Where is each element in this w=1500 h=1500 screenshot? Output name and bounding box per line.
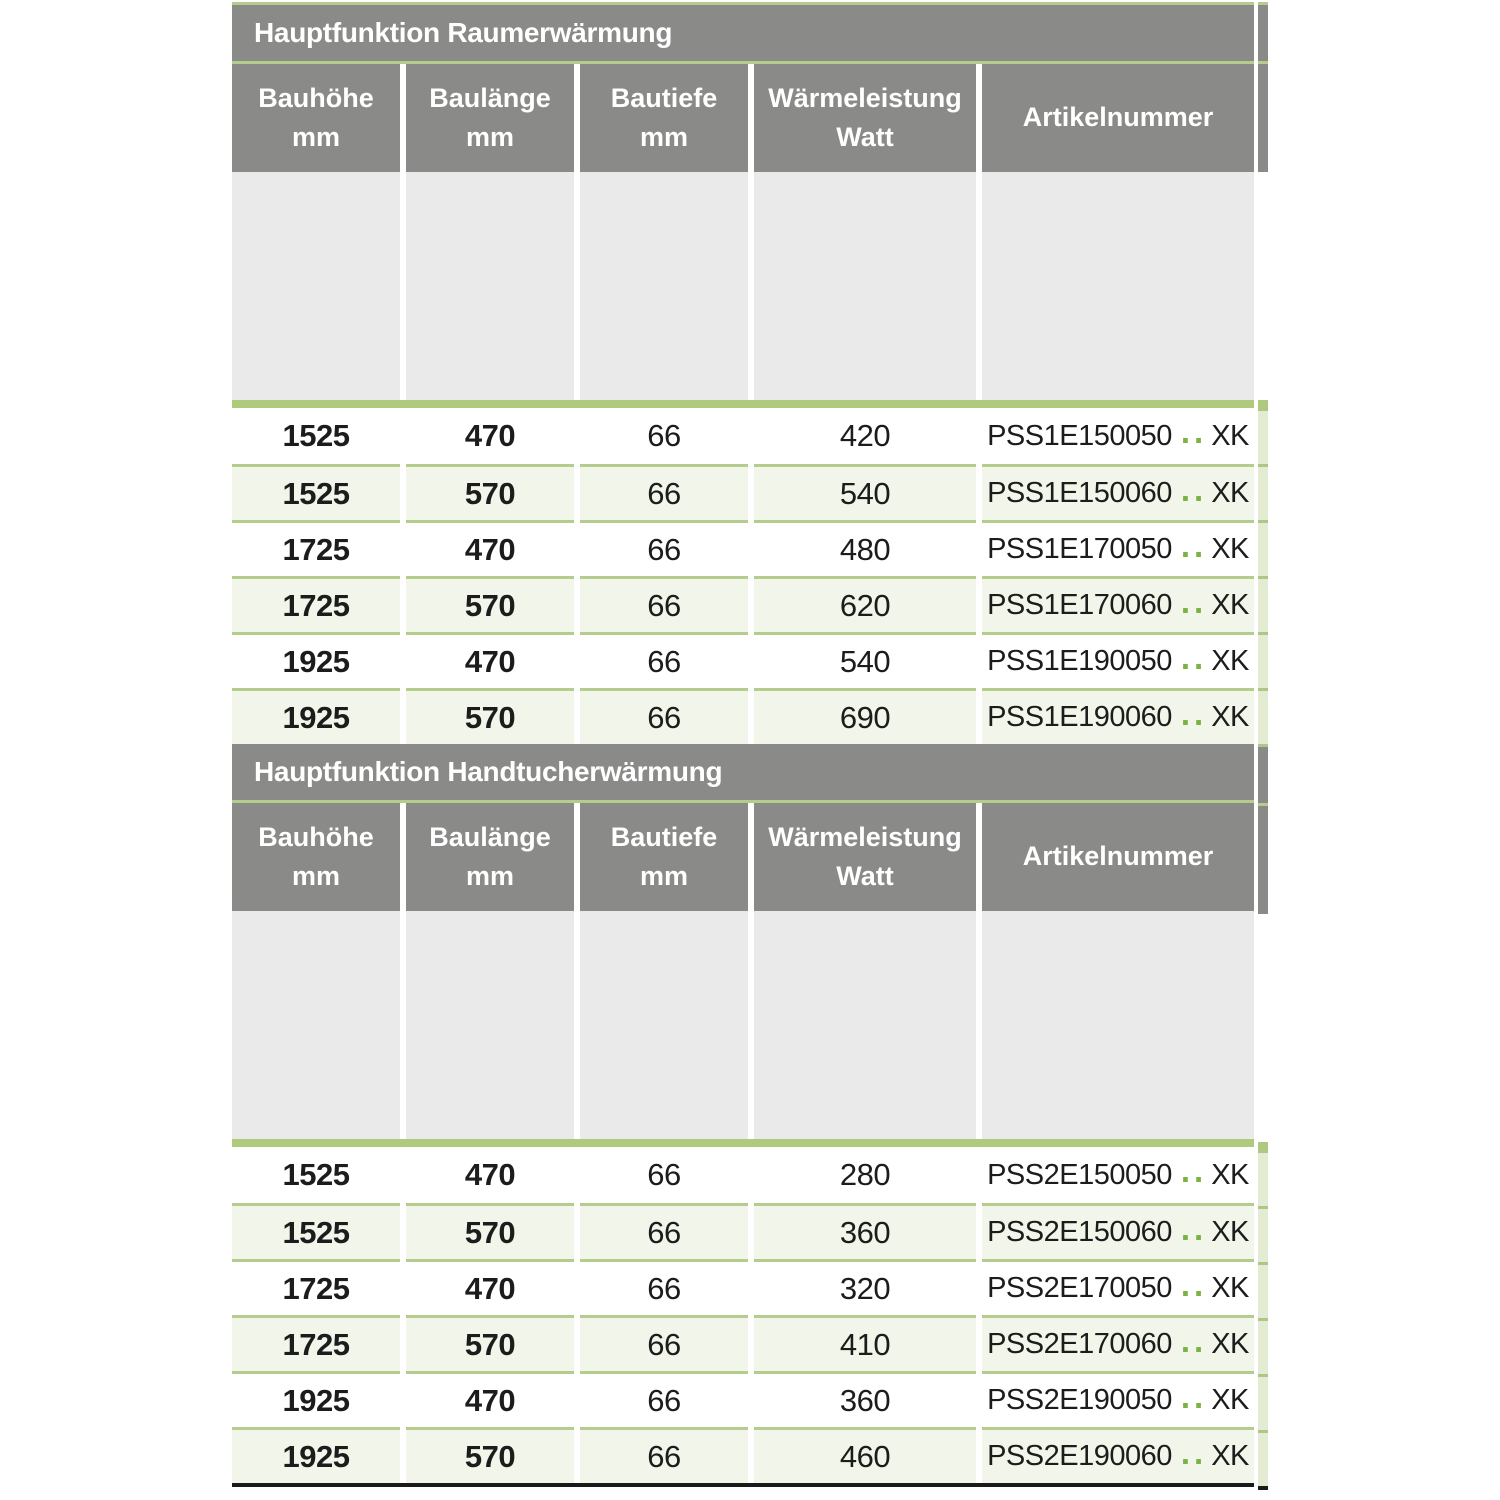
artikelnummer-prefix: PSS2E170060: [987, 1328, 1172, 1360]
artikelnummer-prefix: PSS1E150060: [987, 477, 1172, 509]
table-handtucherwaermung: [232, 744, 1254, 1487]
waermeleistung-value: 460: [754, 1427, 976, 1483]
artikelnummer-prefix: PSS1E190050: [987, 645, 1172, 677]
placeholder-cell: [232, 911, 400, 1139]
bautiefe-value: 66: [580, 1147, 748, 1203]
artikelnummer-value: PSS2E190050 .. XK: [982, 1371, 1254, 1427]
baulaenge-value: 570: [406, 1203, 574, 1259]
baulaenge-value: 470: [406, 1147, 574, 1203]
artikelnummer-value: PSS1E190050 .. XK: [982, 632, 1254, 688]
bauhoehe-value: 1925: [232, 688, 400, 744]
placeholder-cell: [580, 911, 748, 1139]
column-header-waermeleistung: [754, 803, 976, 911]
bauhoehe-value: 1525: [232, 408, 400, 464]
baulaenge-value: 570: [406, 464, 574, 520]
artikelnummer-prefix: PSS2E150060: [987, 1216, 1172, 1248]
bauhoehe-value: 1925: [232, 632, 400, 688]
bauhoehe-value: 1725: [232, 1259, 400, 1315]
waermeleistung-value: 690: [754, 688, 976, 744]
bautiefe-value: 66: [580, 1371, 748, 1427]
column-header-baulaenge: [406, 803, 574, 911]
waermeleistung-value: 420: [754, 408, 976, 464]
artikelnummer-suffix: XK: [1211, 477, 1249, 509]
artikelnummer-prefix: PSS1E190060: [987, 701, 1172, 733]
bauhoehe-value: 1725: [232, 520, 400, 576]
sliver-segment: [1258, 5, 1268, 61]
artikelnummer-value: PSS1E170050 .. XK: [982, 520, 1254, 576]
artikelnummer-prefix: PSS2E190050: [987, 1384, 1172, 1416]
artikelnummer-prefix: PSS2E190060: [987, 1440, 1172, 1472]
waermeleistung-value: 620: [754, 576, 976, 632]
table-body-top-bar: [232, 400, 1254, 408]
artikelnummer-prefix: PSS2E150050: [987, 1158, 1172, 1191]
artikelnummer-suffix: XK: [1211, 1272, 1249, 1304]
artikelnummer-value: PSS1E170060 .. XK: [982, 576, 1254, 632]
placeholder-cell: [982, 911, 1254, 1139]
artikelnummer-suffix: XK: [1211, 589, 1249, 621]
column-label: Artikelnummer: [1022, 841, 1214, 872]
baulaenge-value: 570: [406, 1315, 574, 1371]
baulaenge-value: 470: [406, 408, 574, 464]
spec-row: [232, 1147, 1254, 1203]
column-label: Bauhöhe: [258, 82, 374, 113]
bautiefe-value: 66: [580, 408, 748, 464]
column-unit: mm: [291, 861, 340, 891]
column-unit: mm: [639, 122, 688, 152]
baulaenge-value: 570: [406, 1427, 574, 1483]
waermeleistung-value: 480: [754, 520, 976, 576]
sliver-segment: [1258, 747, 1268, 803]
waermeleistung-value: 540: [754, 464, 976, 520]
artikelnummer-suffix: XK: [1211, 645, 1249, 677]
bautiefe-value: 66: [580, 576, 748, 632]
table-body: [232, 1147, 1254, 1483]
placeholder-cell: [982, 172, 1254, 400]
artikelnummer-suffix: XK: [1211, 1384, 1249, 1416]
column-label: Baulänge: [429, 82, 551, 113]
waermeleistung-value: 320: [754, 1259, 976, 1315]
column-label: Wärmeleistung: [768, 82, 962, 113]
placeholder-cell: [406, 172, 574, 400]
bauhoehe-value: 1725: [232, 576, 400, 632]
placeholder-cell: [406, 911, 574, 1139]
baulaenge-value: 470: [406, 1259, 574, 1315]
header-row: [232, 64, 1254, 172]
column-unit: Watt: [836, 122, 894, 152]
sliver-segment: [1258, 1142, 1268, 1150]
spec-tables: [232, 2, 1254, 1487]
spec-row: [232, 1315, 1254, 1371]
bauhoehe-value: 1725: [232, 1315, 400, 1371]
placeholder-cell: [580, 172, 748, 400]
sliver-segment: [1258, 172, 1268, 400]
baulaenge-value: 470: [406, 632, 574, 688]
bautiefe-value: 66: [580, 632, 748, 688]
placeholder-cell: [232, 172, 400, 400]
spec-row: [232, 1203, 1254, 1259]
section-title: Hauptfunktion Raumerwärmung: [254, 17, 673, 48]
bauhoehe-value: 1925: [232, 1427, 400, 1483]
column-unit: mm: [291, 122, 340, 152]
section-title-bar: [232, 744, 1254, 800]
artikelnummer-value: PSS1E190060 .. XK: [982, 688, 1254, 744]
cropped-adjacent-column: [1258, 0, 1268, 1490]
column-label: Wärmeleistung: [768, 821, 962, 852]
column-unit: mm: [639, 861, 688, 891]
artikelnummer-suffix: XK: [1211, 701, 1249, 733]
sliver-segment: [1258, 1150, 1268, 1486]
waermeleistung-value: 410: [754, 1315, 976, 1371]
column-label: Baulänge: [429, 821, 551, 852]
placeholder-row: [232, 172, 1254, 400]
waermeleistung-value: 280: [754, 1147, 976, 1203]
placeholder-cell: [754, 172, 976, 400]
bautiefe-value: 66: [580, 688, 748, 744]
spec-row: [232, 1259, 1254, 1315]
artikelnummer-prefix: PSS1E170050: [987, 533, 1172, 565]
artikelnummer-suffix: XK: [1211, 1440, 1249, 1472]
column-label: Artikelnummer: [1022, 102, 1214, 133]
sliver-segment: [1258, 408, 1268, 747]
sliver-segment: [1258, 1486, 1268, 1490]
baulaenge-value: 570: [406, 576, 574, 632]
spec-row: [232, 1427, 1254, 1483]
column-header-bautiefe: [580, 64, 748, 172]
column-header-baulaenge: [406, 64, 574, 172]
spec-row: [232, 1371, 1254, 1427]
baulaenge-value: 570: [406, 688, 574, 744]
column-header-artikelnummer: [982, 64, 1254, 172]
artikelnummer-value: PSS2E150060 .. XK: [982, 1203, 1254, 1259]
bautiefe-value: 66: [580, 464, 748, 520]
column-header-bautiefe: [580, 803, 748, 911]
column-header-waermeleistung: [754, 64, 976, 172]
artikelnummer-prefix: PSS2E170050: [987, 1272, 1172, 1304]
sliver-segment: [1258, 806, 1268, 914]
baulaenge-value: 470: [406, 520, 574, 576]
bautiefe-value: 66: [580, 1427, 748, 1483]
column-unit: mm: [465, 861, 514, 891]
spec-row: [232, 408, 1254, 464]
header-row: [232, 803, 1254, 911]
bautiefe-value: 66: [580, 1315, 748, 1371]
artikelnummer-value: PSS2E170060 .. XK: [982, 1315, 1254, 1371]
spec-row: [232, 576, 1254, 632]
spec-row: [232, 632, 1254, 688]
section-title: Hauptfunktion Handtucherwärmung: [254, 756, 723, 787]
column-header-bauhoehe: [232, 64, 400, 172]
sliver-segment: [1258, 914, 1268, 1142]
column-label: Bautiefe: [610, 82, 718, 113]
artikelnummer-suffix: XK: [1211, 1216, 1249, 1248]
column-header-artikelnummer: [982, 803, 1254, 911]
bauhoehe-value: 1925: [232, 1371, 400, 1427]
artikelnummer-value: PSS2E150050 .. XK: [982, 1147, 1254, 1203]
spec-row: [232, 688, 1254, 744]
table-body-top-bar: [232, 1139, 1254, 1147]
artikelnummer-suffix: XK: [1211, 419, 1249, 452]
bauhoehe-value: 1525: [232, 1147, 400, 1203]
bautiefe-value: 66: [580, 1259, 748, 1315]
artikelnummer-suffix: XK: [1211, 1158, 1249, 1191]
artikelnummer-value: PSS1E150050 .. XK: [982, 408, 1254, 464]
spec-row: [232, 520, 1254, 576]
artikelnummer-prefix: PSS1E170060: [987, 589, 1172, 621]
placeholder-cell: [754, 911, 976, 1139]
column-label: Bauhöhe: [258, 821, 374, 852]
column-unit: Watt: [836, 861, 894, 891]
bautiefe-value: 66: [580, 1203, 748, 1259]
artikelnummer-value: PSS2E190060 .. XK: [982, 1427, 1254, 1483]
section-title-bar: [232, 5, 1254, 61]
column-unit: mm: [465, 122, 514, 152]
artikelnummer-value: PSS2E170050 .. XK: [982, 1259, 1254, 1315]
waermeleistung-value: 540: [754, 632, 976, 688]
table-bottom-border: [232, 1483, 1254, 1487]
waermeleistung-value: 360: [754, 1371, 976, 1427]
sliver-segment: [1258, 64, 1268, 172]
table-raumerwaermung: [232, 2, 1254, 744]
artikelnummer-prefix: PSS1E150050: [987, 419, 1172, 452]
bauhoehe-value: 1525: [232, 464, 400, 520]
baulaenge-value: 470: [406, 1371, 574, 1427]
sliver-segment: [1258, 400, 1268, 408]
bauhoehe-value: 1525: [232, 1203, 400, 1259]
artikelnummer-suffix: XK: [1211, 533, 1249, 565]
column-label: Bautiefe: [610, 821, 718, 852]
artikelnummer-value: PSS1E150060 .. XK: [982, 464, 1254, 520]
waermeleistung-value: 360: [754, 1203, 976, 1259]
bautiefe-value: 66: [580, 520, 748, 576]
placeholder-row: [232, 911, 1254, 1139]
table-body: [232, 408, 1254, 744]
column-header-bauhoehe: [232, 803, 400, 911]
spec-row: [232, 464, 1254, 520]
artikelnummer-suffix: XK: [1211, 1328, 1249, 1360]
